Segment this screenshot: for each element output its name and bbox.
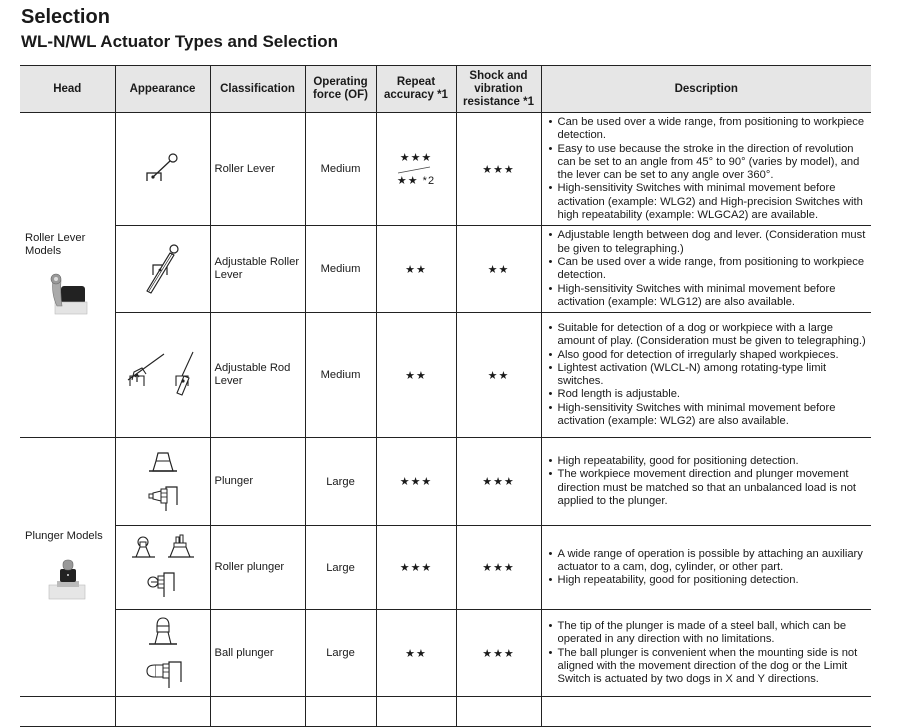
page-title: Selection bbox=[21, 6, 110, 28]
description-list bbox=[548, 322, 868, 428]
classification-cell: Plunger bbox=[210, 438, 305, 526]
appearance-cell bbox=[115, 697, 210, 727]
operating-force-cell bbox=[305, 697, 376, 727]
plunger-symbol-icon bbox=[141, 447, 185, 513]
classification-cell: Adjustable Roller Lever bbox=[210, 226, 305, 313]
head-cell-roller-lever-models bbox=[20, 113, 115, 438]
repeat-accuracy-cell: ★★ bbox=[376, 610, 456, 697]
shock-vibration-cell: ★★ bbox=[456, 226, 541, 313]
head-cell-plunger-models bbox=[20, 438, 115, 697]
table-row bbox=[20, 610, 871, 697]
column-header-description: Description bbox=[541, 66, 871, 113]
description-item: • The ball plunger is convenient when the mounting side is not aligned with the movement direction of the dog or the Limit Switch is actuated by two dogs in X and Y directions. bbox=[558, 647, 868, 687]
description-item: • Also good for detection of irregularly shaped workpieces. bbox=[558, 349, 868, 362]
repeat-accuracy-primary: ★★★ bbox=[399, 151, 433, 164]
description-cell bbox=[541, 610, 871, 697]
classification-cell: Adjustable Rod Lever bbox=[210, 313, 305, 438]
operating-force-cell: Medium bbox=[305, 113, 376, 226]
description-list bbox=[548, 455, 868, 508]
shock-vibration-cell bbox=[456, 697, 541, 727]
description-list bbox=[548, 548, 868, 588]
description-item: • High-sensitivity Switches with minimal movement before activation (example: WLG2) and High-precision Switches with high repeatability (example: WLGCA2) are available. bbox=[558, 182, 868, 222]
classification-cell: Roller Lever bbox=[210, 113, 305, 226]
table-row bbox=[20, 113, 871, 226]
description-item: • Lightest activation (WLCL-N) among rotating-type limit switches. bbox=[558, 362, 868, 389]
description-item: • High-sensitivity Switches with minimal movement before activation (example: WLG12) are also available. bbox=[558, 283, 868, 310]
head-label: Plunger Models bbox=[25, 530, 103, 543]
repeat-accuracy-cell: ★★★ bbox=[376, 526, 456, 610]
table-row bbox=[20, 226, 871, 313]
appearance-cell bbox=[115, 113, 210, 226]
actuator-selection-table bbox=[20, 65, 871, 727]
repeat-accuracy-cell: ★★★ bbox=[376, 438, 456, 526]
roller-lever-switch-photo-icon bbox=[45, 272, 89, 316]
shock-vibration-cell: ★★★ bbox=[456, 438, 541, 526]
description-cell bbox=[541, 526, 871, 610]
operating-force-cell: Large bbox=[305, 526, 376, 610]
description-item: • Suitable for detection of a dog or workpiece with a large amount of play. (Consideration must be given to telegraphing.) bbox=[558, 322, 868, 349]
description-cell bbox=[541, 438, 871, 526]
description-item: • A wide range of operation is possible by attaching an auxiliary actuator to a cam, dog, cylinder, or other part. bbox=[558, 548, 868, 575]
table-row bbox=[20, 526, 871, 610]
description-list bbox=[548, 116, 868, 222]
appearance-cell bbox=[115, 226, 210, 313]
table-row bbox=[20, 313, 871, 438]
repeat-accuracy-alternate: ★★ *2 bbox=[396, 174, 436, 187]
description-item: • The tip of the plunger is made of a steel ball, which can be operated in any direction with no limitations. bbox=[558, 620, 868, 647]
description-item: • Rod length is adjustable. bbox=[558, 388, 868, 401]
description-cell bbox=[541, 313, 871, 438]
appearance-cell bbox=[115, 438, 210, 526]
ball-plunger-symbol-icon bbox=[139, 614, 187, 690]
repeat-accuracy-cell bbox=[376, 113, 456, 226]
column-header-appearance: Appearance bbox=[115, 66, 210, 113]
description-item: • Easy to use because the stroke in the direction of revolution can be set to an angle from 45° to 90° (varies by model), and the lever can be set to any angle over 360°. bbox=[558, 143, 868, 183]
description-item: • High-sensitivity Switches with minimal movement before activation (example: WLG2) are also available. bbox=[558, 402, 868, 429]
description-item: • Adjustable length between dog and lever. (Consideration must be given to telegraphing.) bbox=[558, 229, 868, 256]
classification-cell bbox=[210, 697, 305, 727]
adjustable-roller-lever-symbol-icon bbox=[143, 239, 183, 297]
column-header-shock-vibration: Shock and vibration resistance *1 bbox=[456, 66, 541, 113]
classification-cell: Roller plunger bbox=[210, 526, 305, 610]
plunger-switch-photo-icon bbox=[45, 557, 89, 601]
head-label: Roller Lever Models bbox=[25, 231, 86, 257]
adjustable-rod-lever-symbol-icon bbox=[126, 350, 200, 398]
appearance-cell bbox=[115, 526, 210, 610]
description-item: • Can be used over a wide range, from positioning to workpiece detection. bbox=[558, 256, 868, 283]
divider-slash-icon bbox=[398, 166, 432, 174]
roller-lever-symbol-icon bbox=[143, 151, 183, 185]
operating-force-cell: Large bbox=[305, 610, 376, 697]
description-cell bbox=[541, 113, 871, 226]
description-item: • Can be used over a wide range, from positioning to workpiece detection. bbox=[558, 116, 868, 143]
table-header-row bbox=[20, 66, 871, 113]
shock-vibration-cell: ★★★ bbox=[456, 526, 541, 610]
column-header-head: Head bbox=[20, 66, 115, 113]
description-item: • The workpiece movement direction and plunger movement direction must be matched so that an unbalanced load is not applied to the plunger. bbox=[558, 468, 868, 508]
repeat-accuracy-cell bbox=[376, 697, 456, 727]
repeat-accuracy-cell: ★★ bbox=[376, 313, 456, 438]
column-header-operating-force: Operating force (OF) bbox=[305, 66, 376, 113]
description-list bbox=[548, 620, 868, 686]
column-header-classification: Classification bbox=[210, 66, 305, 113]
operating-force-cell: Medium bbox=[305, 226, 376, 313]
shock-vibration-cell: ★★ bbox=[456, 313, 541, 438]
roller-plunger-symbol-icon bbox=[130, 533, 196, 599]
table-row-partial bbox=[20, 697, 871, 727]
operating-force-cell: Medium bbox=[305, 313, 376, 438]
classification-cell: Ball plunger bbox=[210, 610, 305, 697]
description-cell bbox=[541, 226, 871, 313]
table-row bbox=[20, 438, 871, 526]
appearance-cell bbox=[115, 313, 210, 438]
description-cell bbox=[541, 697, 871, 727]
page-subtitle: WL-N/WL Actuator Types and Selection bbox=[21, 32, 339, 51]
appearance-cell bbox=[115, 610, 210, 697]
shock-vibration-cell: ★★★ bbox=[456, 610, 541, 697]
description-item: • High repeatability, good for positioning detection. bbox=[558, 574, 868, 587]
head-cell bbox=[20, 697, 115, 727]
description-item: • High repeatability, good for positioning detection. bbox=[558, 455, 868, 468]
operating-force-cell: Large bbox=[305, 438, 376, 526]
repeat-accuracy-cell: ★★ bbox=[376, 226, 456, 313]
shock-vibration-cell: ★★★ bbox=[456, 113, 541, 226]
description-list bbox=[548, 229, 868, 309]
column-header-repeat-accuracy: Repeat accuracy *1 bbox=[376, 66, 456, 113]
repeat-accuracy-split bbox=[386, 145, 446, 191]
